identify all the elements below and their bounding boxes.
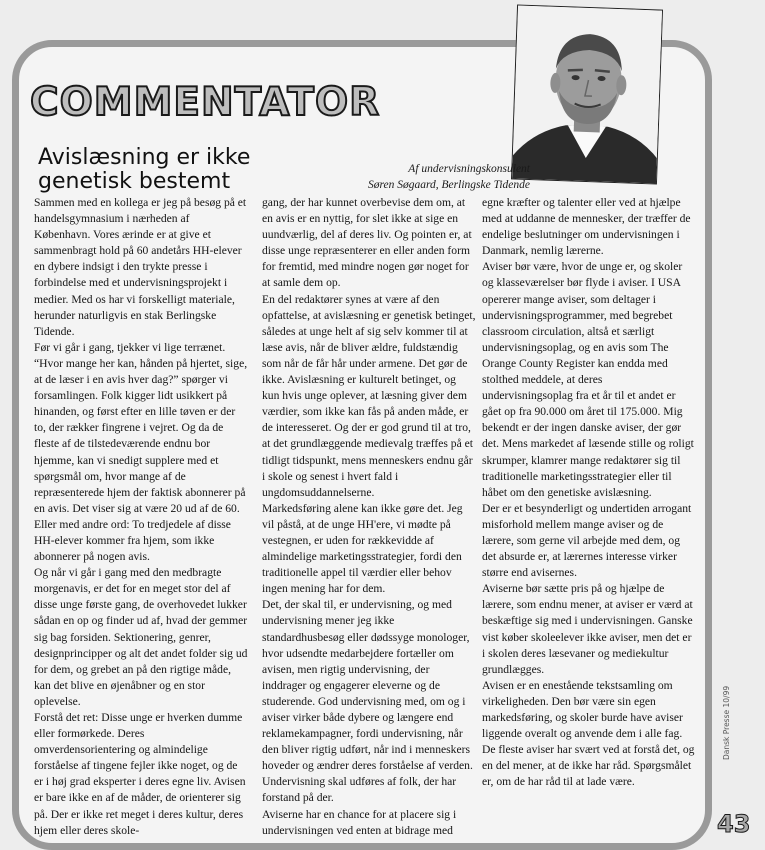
paragraph: En del redaktører synes at være af den opfattelse, at avislæsning er genetisk betinget, således at unge helt af sig selv kommer til at læse avis, når de bliver ældre, fuldstændig som når de får hår under armene. Det gør de ikke. Avislæsning er kulturelt betinget, og kun hvis unge oplever, at læsning giver dem værdier, som ikke kan fås på anden måde, er de interesseret. Og der er god grund til at tro, at det grundlæggende medievalg træffes på et tidligt tidspunkt, mens menneskers endnu går i skole og senest i hvert fald i ungdomsuddannelserne.	[262, 292, 476, 499]
paragraph: Aviser bør være, hvor de unge er, og skoler og klasseværelser bør flyde i aviser. I USA opererer mange aviser, som deltager i undervisningsprogrammer, med begrebet classroom circulation, altså et særligt undervisningsoplag, og en avis som The Orange County Register kan endda med stolthed meddele, at deres undervisningsoplag fra et år til et andet er gået op fra 90.000 om året til 175.000. Mig bekendt er der ingen danske aviser, der gør det. Mens markedet af læsende stille og roligt skrumper, klamrer mange redaktører sig til traditionelle marketingsstrategier eller til håbet om den genetiske avislæsning.	[482, 260, 694, 499]
publication-note: Dansk Presse 10/99	[722, 685, 731, 760]
paragraph: Der er et besynderligt og undertiden arrogant misforhold mellem mange aviser og de lærere, som gerne vil arbejde med dem, og det absurde er, at lærernes interesse virker større end avisernes.	[482, 501, 692, 580]
paragraph: Og når vi går i gang med den medbragte morgenavis, er det for en meget stor del af disse unge første gang, de overhovedet lukker sådan en op og finder ud af, hvad der gemmer sig bag forsiden. Sektionering, genrer, designprincipper og alt det andet folder sig ud for dem, og grebet an på den rigtige måde, kan det blive en øjenåbner og en stor oplevelse.	[34, 566, 248, 708]
article-column-2	[262, 195, 476, 839]
byline-role: Af undervisningskonsulent	[408, 163, 530, 175]
article-column-3	[482, 195, 696, 790]
paragraph: gang, der har kunnet overbevise dem om, at en avis er en nyttig, for slet ikke at sige en uundværlig, del af deres liv. Og pointen er, at disse unge repræsenterer en eller anden form for fremtid, med mindre nogen gør noget for at samle dem op.	[262, 196, 472, 290]
paragraph: Avisen er en enestående tekstsamling om virkeligheden. Den bør være sin egen markedsføring, og skoler burde have aviser liggende overalt og anvende dem i alle fag. De fleste aviser har svært ved at forstå det, og en del mener, at de ikke har råd. Spørgsmålet er, om de har råd til at lade være.	[482, 678, 695, 789]
paragraph: Sammen med en kollega er jeg på besøg på et handelsgymnasium i nærheden af København. Vores ærinde er at give et sammenbragt hold på 60 andetårs HH-elever en dybere indsigt i den trykte presse i forbindelse med et undervisningsprojekt i medier. Med os har vi forskelligt materiale, herunder naturligvis en stak Berlingske Tidende.	[34, 196, 247, 338]
paragraph: Markedsføring alene kan ikke gøre det. Jeg vil påstå, at de unge HH'ere, vi mødte på vestegnen, er uden for rækkevidde af almindelige marketingsstrategier, fordi den traditionelle appel til værdier eller behov ingen mening har for dem.	[262, 501, 463, 596]
section-headline: COMMENTATOR	[30, 80, 381, 125]
article-title: Avislæsning er ikke genetisk bestemt	[38, 145, 251, 194]
byline-author: Søren Søgaard, Berlingske Tidende	[367, 179, 530, 191]
article-column-1	[34, 195, 248, 839]
paragraph: Aviserne har en chance for at placere sig i undervisningen ved enten at bidrage med	[262, 807, 457, 837]
page-number: 43	[717, 810, 751, 838]
article-byline	[340, 161, 530, 193]
paragraph: Aviserne bør sætte pris på og hjælpe de lærere, som endnu mener, at aviser er værd at beskæftige sig med i undervisningen. Ganske vist køber skoleelever ikke aviser, men det er i skolen deres læsevaner og mediekultur grundlægges.	[482, 582, 693, 676]
author-portrait-illustration	[512, 6, 663, 185]
author-photo	[511, 5, 663, 185]
paragraph: Før vi går i gang, tjekker vi lige terrænet. “Hvor mange her kan, hånden på hjertet, sige, at de læser i en avis hver dag?” spørger vi forsamlingen. Folk kigger lidt usikkert på hinanden, og først efter en lille tøven er der to, der rækker fingrene i vejret. Og da de fleste af de tilstedeværende endnu bor hjemme, kan vi snedigt supplere med et spørgsmål om, hvor mange af de repræsenterede hjem der faktisk abonnerer på en avis. Det viser sig at være 20 ud af de 60. Eller med andre ord: To tredjedele af disse HH-elever kommer fra hjem, som ikke abonnerer på nogen avis.	[34, 340, 248, 564]
paragraph: Det, der skal til, er undervisning, og med undervisning mener jeg ikke standardhusbesøg eller dødssyge monologer, hvor udsendte medarbejdere fortæller om avisen, men rigtig undervisning, der inddrager og engagerer eleverne og de studerende. God undervisning med, om og i aviser virker både dybere og længere end reklamekampagner, fordi undervisning, når den bliver rigtig udført, når ind i menneskers hoveder og ændrer deres forståelse af verden. Undervisning skal udføres af folk, der har forstand på der.	[262, 598, 473, 805]
paragraph: Forstå det ret: Disse unge er hverken dumme eller formørkede. Deres omverdensorientering og almindelige forståelse af tingene fejler ikke noget, og de er i høj grad eksperter i deres egne liv. Avisen er bare ikke en af de måder, de orienterer sig på. Der er ikke ret meget i deres kultur, deres hjem eller deres skole-	[34, 711, 246, 837]
paragraph: egne kræfter og talenter eller ved at hjælpe med at uddanne de mennesker, der træffer de endelige beslutninger om undervisningen i Danmark, nemlig lærerne.	[482, 196, 691, 258]
